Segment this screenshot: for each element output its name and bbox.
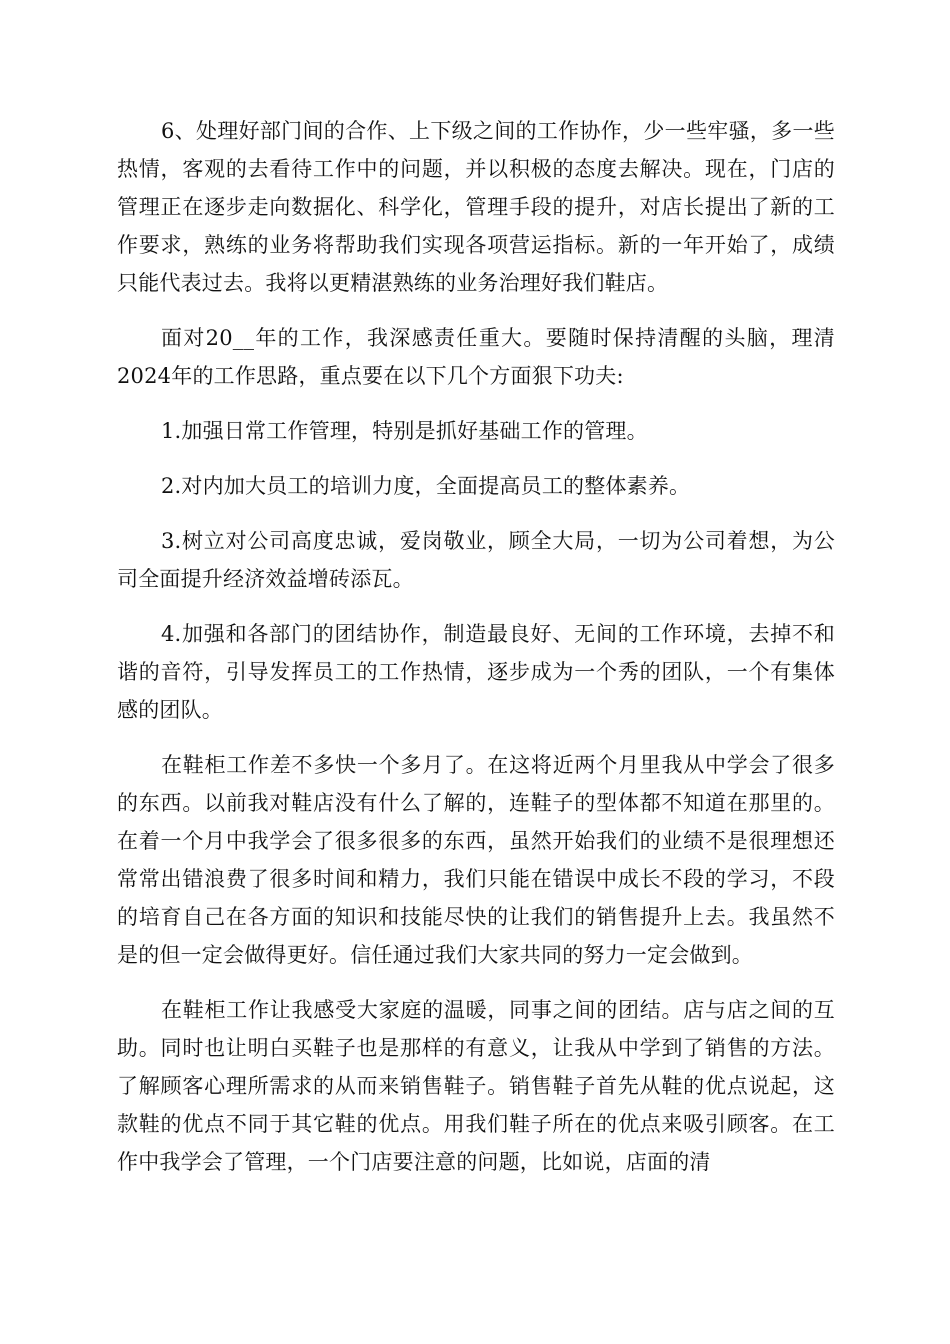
document-body — [117, 112, 835, 1198]
list-item-staff-training: 2.对内加大员工的培训力度，全面提高员工的整体素养。 — [161, 474, 691, 498]
list-item-team-collaboration: 4.加强和各部门的团结协作，制造最良好、无间的工作环境，去掉不和谐的音符，引导发挥员工的工作热情，逐步成为一个秀的团队，一个有集体感的团队。 — [117, 622, 835, 722]
paragraph-work-plan-intro: 面对20__年的工作，我深感责任重大。要随时保持清醒的头脑，理清2024年的工作思路，重点要在以下几个方面狠下功夫: — [117, 326, 835, 388]
list-item-company-loyalty: 3.树立对公司高度忠诚，爱岗敬业，顾全大局，一切为公司着想，为公司全面提升经济效益增砖添瓦。 — [117, 529, 835, 591]
list-item-daily-management: 1.加强日常工作管理，特别是抓好基础工作的管理。 — [161, 419, 648, 443]
paragraph-shoe-counter-experience: 在鞋柜工作差不多快一个多月了。在这将近两个月里我从中学会了很多的东西。以前我对鞋店没有什么了解的，连鞋子的型体都不知道在那里的。在着一个月中我学会了很多很多的东西，虽然开始我们的业绩不是很理想还常常出错浪费了很多时间和精力，我们只能在错误中成长不段的学习，不段的培育自己在各方面的知识和技能尽快的让我们的销售提升上去。我虽然不是的但一定会做得更好。信任通过我们大家共同的努力一定会做到。 — [117, 753, 835, 967]
paragraph-team-warmth: 在鞋柜工作让我感受大家庭的温暖，同事之间的团结。店与店之间的互助。同时也让明白买鞋子也是那样的有意义，让我从中学到了销售的方法。了解顾客心理所需求的从而来销售鞋子。销售鞋子首先从鞋的优点说起，这款鞋的优点不同于其它鞋的优点。用我们鞋子所在的优点来吸引顾客。在工作中我学会了管理，一个门店要注意的问题，比如说，店面的清 — [117, 998, 835, 1174]
paragraph-coordination: 6、处理好部门间的合作、上下级之间的工作协作，少一些牢骚，多一些热情，客观的去看待工作中的问题，并以积极的态度去解决。现在，门店的管理正在逐步走向数据化、科学化，管理手段的提升，对店长提出了新的工作要求，熟练的业务将帮助我们实现各项营运指标。新的一年开始了，成绩只能代表过去。我将以更精湛熟练的业务治理好我们鞋店。 — [117, 119, 835, 295]
